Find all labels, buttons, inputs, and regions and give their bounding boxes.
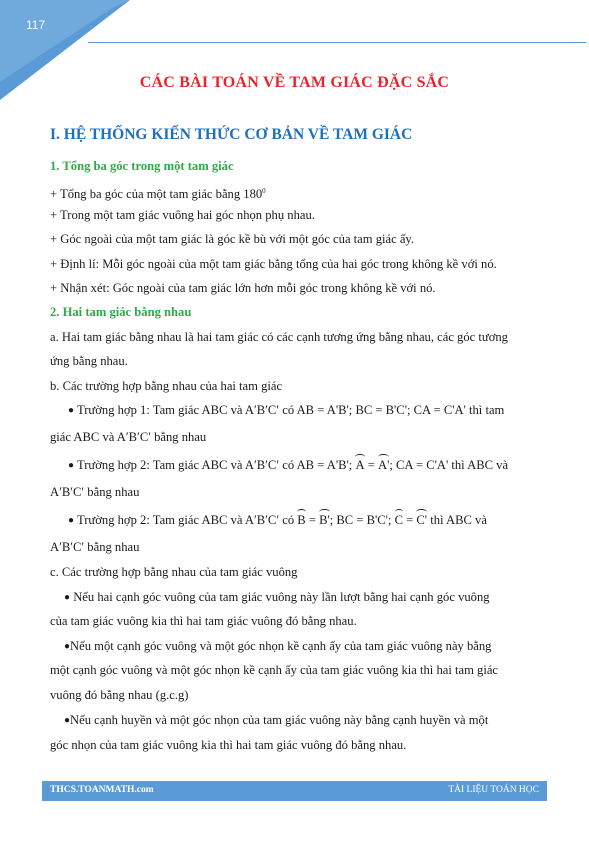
angle-c: C <box>394 513 403 527</box>
right-triangle-case-1 <box>64 589 490 606</box>
header-rule <box>88 42 586 43</box>
page-title: CÁC BÀI TOÁN VỀ TAM GIÁC ĐẶC SẮC <box>139 74 450 91</box>
case-text: Trường hợp 2: Tam giác ABC và A′B′C′ có AB = A'B'; <box>76 458 356 472</box>
case-3 <box>68 512 487 529</box>
footer-bar <box>42 781 547 801</box>
case-text: ; CA = C'A' thì ABC và <box>389 458 509 472</box>
bullet-icon: ● <box>64 641 71 652</box>
bullet-icon: ● <box>64 592 71 603</box>
case-text: Nếu cạnh huyền và một góc nhọn của tam giác vuông này bằng cạnh huyền và một <box>70 713 489 727</box>
bullet-icon: ● <box>68 460 75 471</box>
equals: = <box>305 513 320 527</box>
angle-c-prime: C' <box>416 513 428 527</box>
text-line: của tam giác vuông kia thì hai tam giác vuông đó bằng nhau. <box>50 614 357 628</box>
right-triangle-case-2 <box>64 638 491 655</box>
case-text: Trường hợp 2: Tam giác ABC và A′B′C′ có <box>76 513 298 527</box>
item-text: + Tổng ba góc của một tam giác bằng 180 <box>50 187 263 202</box>
text-line: c. Các trường hợp bằng nhau của tam giác vuông <box>50 565 298 579</box>
angle-b: B <box>297 513 306 527</box>
text-line: + Nhận xét: Góc ngoài của tam giác lớn hơn mỗi góc trong không kề với nó. <box>50 281 436 295</box>
bullet-icon: ● <box>68 515 75 526</box>
footer-label: TÀI LIỆU TOÁN HỌC <box>448 785 539 795</box>
degree-mark: 0 <box>262 187 266 195</box>
text-line: ứng bằng nhau. <box>50 354 128 368</box>
section-heading: I. HỆ THỐNG KIẾN THỨC CƠ BẢN VỀ TAM GIÁC <box>50 126 413 143</box>
footer-site-link[interactable]: THCS.TOANMATH.com <box>50 785 154 795</box>
bullet-icon: ● <box>68 405 75 416</box>
text-line <box>50 183 266 202</box>
case-text: thì ABC và <box>427 513 487 527</box>
case-1 <box>68 402 504 419</box>
subsection-heading-1: 1. Tổng ba góc trong một tam giác <box>50 159 234 173</box>
angle-a-prime: A' <box>377 458 390 472</box>
angle-a: A <box>355 458 365 472</box>
subsection-heading-2: 2. Hai tam giác bằng nhau <box>50 305 192 319</box>
text-line: vuông đó bằng nhau (g.c.g) <box>50 688 189 702</box>
bullet-icon: ● <box>64 715 71 726</box>
equals: = <box>403 513 417 527</box>
right-triangle-case-3 <box>64 712 488 729</box>
text-line: + Góc ngoài của một tam giác là góc kề bù với một góc của tam giác ấy. <box>50 232 415 246</box>
case-text: Trường hợp 1: Tam giác ABC và A′B′C′ có AB = A'B'; BC = B'C'; CA = C'A' thì tam <box>76 403 505 417</box>
text-line: một cạnh góc vuông và một góc nhọn kề cạnh ấy của tam giác vuông kia thì hai tam giác <box>50 663 498 677</box>
case-text: Nếu hai cạnh góc vuông của tam giác vuông này lần lượt bằng hai cạnh góc vuông <box>70 590 490 604</box>
text-line: A′B′C′ bằng nhau <box>50 540 140 554</box>
text-line: A′B′C′ bằng nhau <box>50 485 140 499</box>
text-line: + Trong một tam giác vuông hai góc nhọn phụ nhau. <box>50 208 315 222</box>
text-line: a. Hai tam giác bằng nhau là hai tam giác có các cạnh tương ứng bằng nhau, các góc tương <box>50 330 508 344</box>
text-line: giác ABC và A′B′C′ bằng nhau <box>50 430 207 444</box>
case-text: ; BC = B'C'; <box>329 513 395 527</box>
case-text: Nếu một cạnh góc vuông và một góc nhọn kề cạnh ấy của tam giác vuông này bằng <box>70 639 492 653</box>
text-line: góc nhọn của tam giác vuông kia thì hai tam giác vuông đó bằng nhau. <box>50 738 407 752</box>
text-line: + Định lí: Mỗi góc ngoài của một tam giác bằng tổng của hai góc trong không kề với nó. <box>50 257 497 271</box>
equals: = <box>364 458 378 472</box>
text-line: b. Các trường hợp bằng nhau của hai tam giác <box>50 379 283 393</box>
angle-b-prime: B' <box>319 513 330 527</box>
page-number: 117 <box>26 18 46 32</box>
case-2 <box>68 457 508 474</box>
